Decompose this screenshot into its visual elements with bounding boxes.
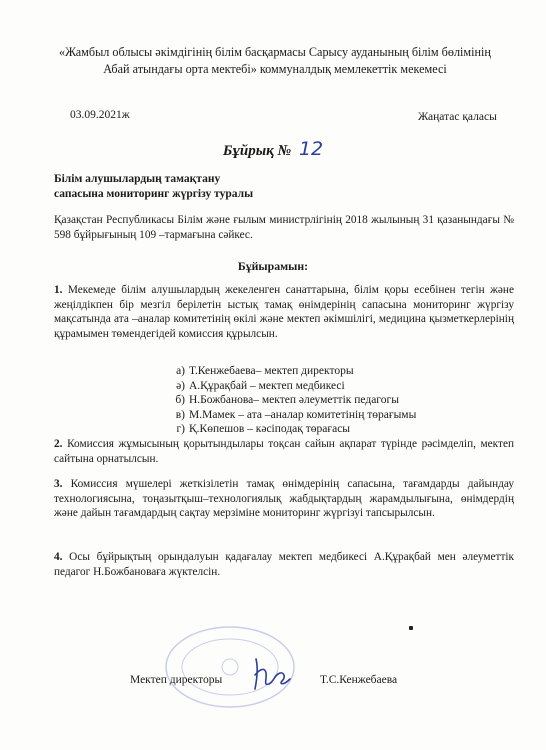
- organization-header: [40, 44, 510, 78]
- commission-members-list: [163, 364, 416, 437]
- order-subject: [54, 172, 253, 202]
- signature-role: Мектеп директоры: [130, 674, 223, 686]
- paragraph-3-number: 3.: [54, 478, 63, 490]
- paragraph-3-text: Комиссия мүшелері жеткізілетін тамақ өнімдерінің сапасына, тағамдарды дайындау технологиясына, тоңазытқыш–технологиялық жабдықтардың жарамдылығына, өнімдердің және дайын тағамдардың сақтау мерзіміне мониторинг жүргізуі тапсырылсын.: [54, 478, 514, 520]
- list-item: г) Қ.Көпешов – кәсіподақ төрағасы: [176, 423, 351, 436]
- paragraph-2-text: Комиссия жұмысының қорытындылары тоқсан сайын ақпарат түрінде рәсімделіп, мектеп сайтына орнатылсын.: [54, 438, 515, 465]
- list-item: а) Т.Кенжебаева– мектеп директоры: [176, 365, 354, 377]
- paragraph-4-text: Осы бұйрықтың орындалуын қадағалау мектеп медбикесі А.Құрақбай мен әлеуметтік педагог Н.Божбановаға жүктелсін.: [54, 551, 515, 578]
- order-title: [0, 138, 546, 160]
- paragraph-4-number: 4.: [54, 551, 63, 563]
- paragraph-2: [54, 437, 514, 466]
- header-line-1: «Жамбыл облысы әкімдігінің білім басқармасы Сарысу ауданының білім бөлімінің: [59, 45, 491, 59]
- list-item: б) Н.Божбанова– мектеп әлеуметтік педагогы: [175, 394, 399, 407]
- decree-heading: Бұйырамын:: [237, 259, 309, 273]
- paragraph-1: [54, 283, 514, 341]
- preamble: Қазақстан Республикасы Білім және ғылым министрлігінің 2018 жылының 31 қазанындағы № 598 бұйрығының 109 –тармағына сәйкес.: [54, 214, 514, 241]
- paragraph-1-text: Мекемеде білім алушылардың жекеленген санаттарына, білім қоры есебінен тегін және жеңілдікпен бір мезгіл берілетін ыстық тамақ өнімдерінің сапасына мониторинг жүргізу мақсатында ата –аналар комитетінің өкілі және мектеп әкімшілігі, медицина қызметкерлерінің құрамымен төмендегідей комиссия құрылсын.: [54, 284, 514, 340]
- signature-icon: [248, 653, 294, 695]
- header-line-2: Абай атындағы орта мектебі» коммуналдық мемлекеттік мекемесі: [103, 62, 447, 76]
- paragraph-3: [54, 477, 514, 521]
- subject-line-1: Білім алушылардың тамақтану: [54, 173, 221, 185]
- order-city: Жаңатас қаласы: [418, 111, 497, 123]
- paragraph-1-number: 1.: [54, 284, 63, 296]
- list-item: ә) А.Құрақбай – мектеп медбикесі: [176, 379, 345, 392]
- handwritten-order-number: 12: [298, 138, 324, 160]
- list-item: в) М.Мамек – ата –аналар комитетінің төрағымы: [175, 408, 417, 421]
- subject-line-2: сапасына мониторинг жүргізу туралы: [54, 188, 254, 200]
- signature-name: Т.С.Кенжебаева: [320, 674, 398, 686]
- order-title-label: Бұйрық №: [222, 143, 292, 159]
- order-date: 03.09.2021ж: [70, 109, 130, 121]
- ink-mark: [409, 626, 413, 630]
- paragraph-4: [54, 550, 514, 579]
- paragraph-2-number: 2.: [54, 438, 63, 450]
